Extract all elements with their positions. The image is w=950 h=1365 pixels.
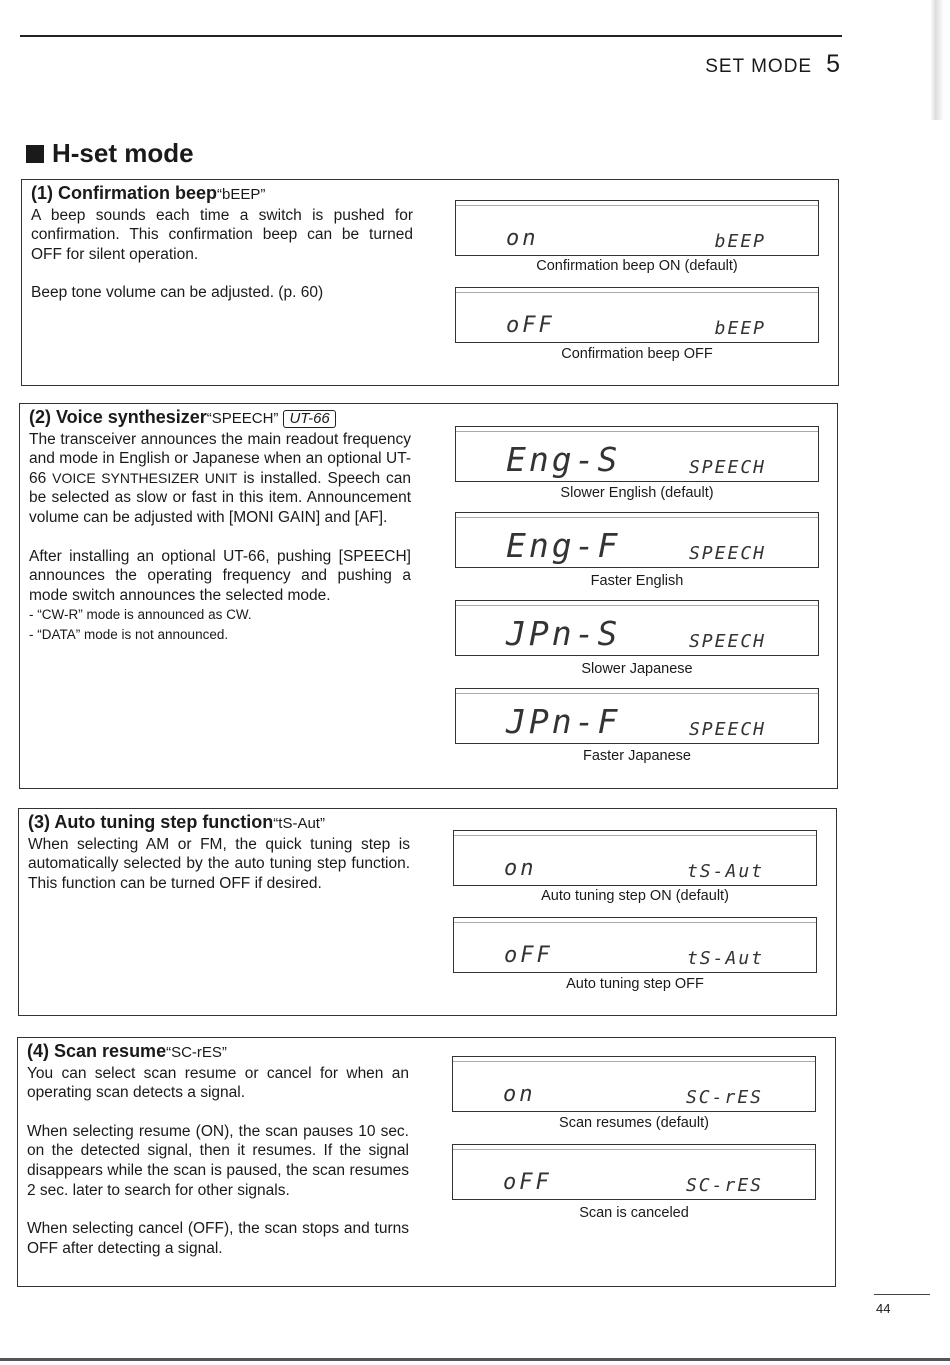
header-rule [20,35,842,37]
section-text [29,408,411,644]
lcd-caption: Faster English [590,573,684,589]
section-title [27,1042,409,1063]
lcd-right-readout: bEEP [714,318,766,339]
section-paragraph: When selecting AM or FM, the quick tuning step is automatically selected by the auto tuning step function. This function can be turned OFF if desired. [28,835,410,892]
section-title-text: Scan resume [54,1041,167,1061]
lcd-right-readout: SPEECH [688,457,766,478]
lcd-right-readout: SC-rES [685,1175,763,1196]
page-binding-shadow [930,0,944,120]
lcd-caption: Scan is canceled [579,1205,689,1221]
page-number: 44 [876,1301,891,1316]
section-title-text: Voice synthesizer [56,407,207,427]
lcd-right-readout: bEEP [714,231,766,252]
section-title [31,184,413,205]
section-note: - “CW-R” mode is announced as CW. [29,607,252,623]
lcd-display [455,426,819,482]
lcd-left-readout: Eng-F [506,526,621,565]
section-paragraph: When selecting resume (ON), the scan pauses 10 sec. on the detected signal, then it resumes. If the signal disappears while the scan is paused, the scan resumes 2 sec. later to search for other signals. [27,1122,409,1199]
lcd-display [455,600,819,656]
section-text [31,184,413,303]
lcd-display [455,512,819,568]
section-number: (3) [28,812,50,832]
lcd-right-readout: tS-Aut [686,861,764,882]
section-number: (4) [27,1041,49,1061]
lcd-right-readout: tS-Aut [686,948,764,969]
lcd-left-readout: oFF [503,1170,552,1195]
lcd-caption: Auto tuning step OFF [566,976,704,992]
section-code: “SC-rES” [166,1044,227,1061]
lcd-caption: Auto tuning step ON (default) [541,888,729,904]
header-chapter-number: 5 [826,50,840,78]
lcd-left-readout: oFF [506,313,555,338]
section-code: “tS-Aut” [273,815,325,832]
lcd-display [453,917,817,973]
lcd-left-readout: on [506,226,539,251]
section-number: (1) [31,183,53,203]
lcd-display [455,688,819,744]
lcd-right-readout: SC-rES [685,1087,763,1108]
section-paragraph: A beep sounds each time a switch is pushed for confirmation. This confirmation beep can be turned OFF for silent operation. [31,206,413,263]
page-title-text: H-set mode [52,138,194,168]
section-note: - “DATA” mode is not announced. [29,626,229,642]
section-paragraph: The transceiver announces the main readout frequency and mode in English or Japanese when an optional UT-66 VOICE SYNTHESIZER UNIT is installed. Speech can be selected as slow or fast in this item. Announcement volume can be adjusted with [MONI GAIN] and [AF]. [29,430,411,526]
section-paragraph: After installing an optional UT-66, pushing [SPEECH] announces the operating frequency and pushing a mode switch announces the selected mode. [29,547,411,604]
lcd-left-readout: JPn-F [506,702,621,741]
lcd-right-readout: SPEECH [688,543,766,564]
lcd-display [452,1144,816,1200]
section-text [27,1042,409,1258]
section-confirmation-beep [21,179,839,386]
heading-square-icon [26,145,44,163]
section-title-text: Confirmation beep [58,183,218,203]
header-section-name: SET MODE [705,56,813,77]
section-text [28,813,410,893]
section-title [28,813,410,834]
section-auto-tuning-step [18,808,837,1016]
section-code: “bEEP” [217,186,266,203]
lcd-caption: Confirmation beep ON (default) [536,258,738,274]
lcd-left-readout: JPn-S [506,614,621,653]
section-voice-synthesizer [19,403,838,789]
lcd-display [455,287,819,343]
lcd-caption: Confirmation beep OFF [561,346,713,362]
lcd-caption: Slower Japanese [581,661,693,677]
lcd-right-readout: SPEECH [688,631,766,652]
section-paragraph: Beep tone volume can be adjusted. (p. 60) [31,284,324,302]
lcd-display [455,200,819,256]
lcd-left-readout: Eng-S [506,440,621,479]
lcd-caption: Scan resumes (default) [559,1115,709,1131]
lcd-display [452,1056,816,1112]
lcd-display [453,830,817,886]
bottom-edge-rule [0,1358,950,1361]
section-title [29,408,411,429]
section-paragraph: You can select scan resume or cancel for when an operating scan detects a signal. [27,1064,409,1102]
lcd-left-readout: on [503,1082,536,1107]
lcd-left-readout: oFF [504,943,553,968]
section-title-text: Auto tuning step function [54,812,274,832]
lcd-caption: Faster Japanese [582,748,691,764]
lcd-caption: Slower English (default) [560,485,714,501]
section-paragraph: When selecting cancel (OFF), the scan stops and turns OFF after detecting a signal. [27,1220,409,1257]
section-scan-resume [17,1037,836,1287]
page-title [26,138,194,169]
page-number-rule [874,1294,930,1295]
lcd-left-readout: on [504,856,537,881]
section-number: (2) [29,407,51,427]
option-tag: UT-66 [283,410,335,428]
lcd-right-readout: SPEECH [688,719,766,740]
running-header [705,50,840,79]
section-code: “SPEECH” [206,410,279,427]
